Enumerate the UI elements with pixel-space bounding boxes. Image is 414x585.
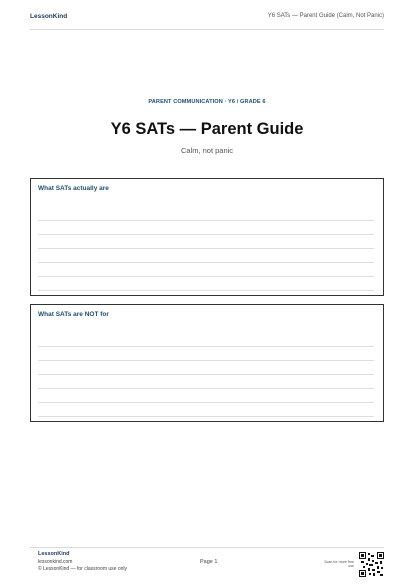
writing-line	[38, 360, 374, 361]
writing-line	[38, 416, 374, 417]
section-heading: What SATs are NOT for	[38, 311, 109, 318]
footer-website[interactable]: lessonkind.com	[38, 559, 73, 565]
section-what-sats-are-not-for	[30, 304, 384, 422]
page-title: Y6 SATs — Parent Guide	[110, 120, 304, 138]
page-header	[30, 13, 384, 30]
writing-line	[38, 402, 374, 403]
writing-line	[38, 346, 374, 347]
footer-brand: LessonKind	[38, 551, 70, 557]
qr-code-icon[interactable]	[359, 552, 384, 577]
writing-line	[38, 276, 374, 277]
page-footer	[30, 547, 384, 578]
section-heading: What SATs actually are	[38, 185, 109, 192]
header-brand: LessonKind	[30, 13, 68, 20]
page-number: Page 1	[200, 559, 218, 565]
writing-line	[38, 290, 374, 291]
page-subtitle: Calm, not panic	[180, 146, 234, 155]
eyebrow-label: PARENT COMMUNICATION · Y6 / GRADE 6	[148, 99, 266, 105]
footer-copyright: © LessonKind — for classroom use only	[38, 566, 128, 572]
writing-line	[38, 262, 374, 263]
writing-line	[38, 388, 374, 389]
writing-line	[38, 234, 374, 235]
writing-line	[38, 374, 374, 375]
writing-line	[38, 220, 374, 221]
header-document-title: Y6 SATs — Parent Guide (Calm, Not Panic)	[267, 13, 384, 19]
writing-line	[38, 248, 374, 249]
section-what-sats-are	[30, 178, 384, 296]
qr-scan-caption: Scan for more free use	[324, 560, 354, 569]
